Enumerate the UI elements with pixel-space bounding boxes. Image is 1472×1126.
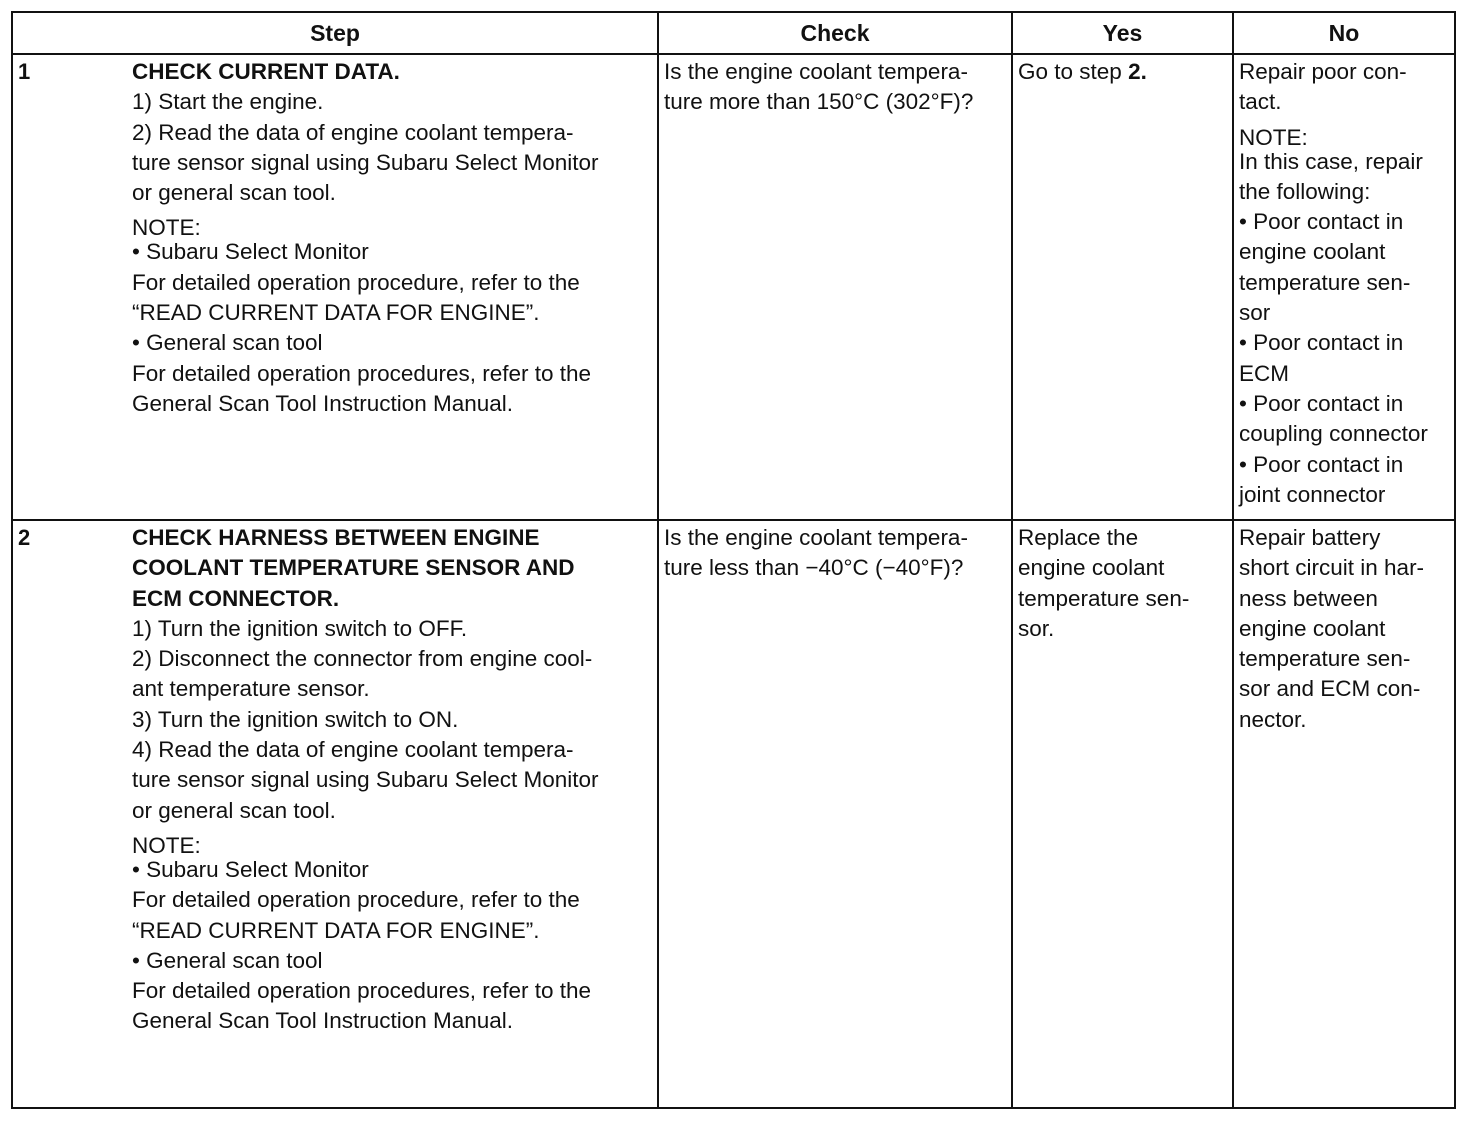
no-note-label: NOTE: — [1239, 124, 1308, 150]
yes-text: Go to step — [1018, 59, 1129, 84]
step-cell — [12, 54, 658, 520]
step-title: CHECK CURRENT DATA. — [132, 59, 400, 84]
header-check: Check — [658, 12, 1012, 54]
step-line: 4) Read the data of engine coolant tempera- — [132, 737, 574, 763]
note-line: General Scan Tool Instruction Manual. — [132, 1008, 514, 1034]
step-title-line: ECM CONNECTOR. — [132, 585, 340, 611]
check-line: ture more than 150°C (302°F)? — [664, 89, 974, 115]
no-line: Repair battery — [1239, 525, 1381, 550]
no-line: Repair poor con- — [1239, 59, 1407, 84]
step-line: 2) Disconnect the connector from engine cool- — [132, 646, 593, 672]
header-step: Step — [12, 12, 658, 54]
note-line: • Subaru Select Monitor — [132, 239, 369, 265]
check-line: ture less than −40°C (−40°F)? — [664, 555, 964, 581]
table-row — [12, 54, 1455, 520]
note-line: • General scan tool — [132, 947, 323, 973]
header-no: No — [1233, 12, 1455, 54]
step-line: 2) Read the data of engine coolant tempera- — [132, 119, 574, 145]
header-yes: Yes — [1012, 12, 1233, 54]
note-line: “READ CURRENT DATA FOR ENGINE”. — [132, 300, 540, 326]
check-line: Is the engine coolant tempera- — [664, 59, 968, 84]
step-line: 1) Start the engine. — [132, 89, 324, 115]
diagnostic-table — [11, 11, 1456, 1109]
check-cell — [658, 54, 1012, 520]
no-note-line: coupling connector — [1239, 421, 1428, 447]
no-line: short circuit in har- — [1239, 555, 1425, 581]
yes-step-link: 2. — [1128, 59, 1147, 84]
check-line: Is the engine coolant tempera- — [664, 525, 968, 550]
diagnostic-table-sheet — [11, 11, 1454, 1109]
no-cell — [1233, 54, 1455, 520]
table-row — [12, 520, 1455, 1108]
yes-line: Replace the — [1018, 525, 1139, 550]
note-line: For detailed operation procedure, refer to the — [132, 269, 580, 295]
note-line: • Subaru Select Monitor — [132, 856, 369, 882]
yes-line: sor. — [1018, 615, 1055, 641]
header-row — [12, 12, 1455, 54]
step-number: 1 — [18, 59, 31, 84]
no-note-line: joint connector — [1239, 481, 1386, 507]
step-line: or general scan tool. — [132, 180, 336, 206]
yes-cell — [1012, 54, 1233, 520]
no-note-line: ECM — [1239, 360, 1289, 386]
no-note-line: • Poor contact in — [1239, 451, 1404, 477]
no-line: nector. — [1239, 706, 1307, 732]
yes-cell — [1012, 520, 1233, 1108]
no-note-line: • Poor contact in — [1239, 209, 1404, 235]
yes-line: engine coolant — [1018, 555, 1165, 581]
no-note-line: In this case, repair — [1239, 148, 1423, 174]
no-note-line: • Poor contact in — [1239, 330, 1404, 356]
step-number: 2 — [18, 525, 31, 550]
step-line: ant temperature sensor. — [132, 676, 370, 702]
step-title-line: COOLANT TEMPERATURE SENSOR AND — [132, 555, 575, 581]
no-line: engine coolant — [1239, 615, 1386, 641]
step-line: or general scan tool. — [132, 797, 336, 823]
step-line: ture sensor signal using Subaru Select Monitor — [132, 767, 599, 793]
note-line: General Scan Tool Instruction Manual. — [132, 390, 514, 416]
no-note-line: engine coolant — [1239, 239, 1386, 265]
no-note-line: • Poor contact in — [1239, 390, 1404, 416]
note-line: For detailed operation procedure, refer to the — [132, 887, 580, 913]
note-label: NOTE: — [132, 832, 201, 858]
no-line: sor and ECM con- — [1239, 676, 1421, 702]
step-title-line: CHECK HARNESS BETWEEN ENGINE — [132, 525, 540, 550]
step-line: 3) Turn the ignition switch to ON. — [132, 706, 459, 732]
no-note-line: sor — [1239, 300, 1271, 326]
no-line: tact. — [1239, 89, 1282, 115]
no-cell — [1233, 520, 1455, 1108]
step-line: 1) Turn the ignition switch to OFF. — [132, 615, 468, 641]
no-note-line: the following: — [1239, 178, 1371, 204]
note-line: For detailed operation procedures, refer to the — [132, 978, 592, 1004]
no-note-line: temperature sen- — [1239, 269, 1411, 295]
note-line: • General scan tool — [132, 330, 323, 356]
yes-line: temperature sen- — [1018, 585, 1190, 611]
note-line: “READ CURRENT DATA FOR ENGINE”. — [132, 917, 540, 943]
no-line: temperature sen- — [1239, 646, 1411, 672]
no-line: ness between — [1239, 585, 1378, 611]
check-cell — [658, 520, 1012, 1108]
step-cell — [12, 520, 658, 1108]
step-line: ture sensor signal using Subaru Select Monitor — [132, 149, 599, 175]
note-label: NOTE: — [132, 215, 201, 241]
note-line: For detailed operation procedures, refer to the — [132, 360, 592, 386]
